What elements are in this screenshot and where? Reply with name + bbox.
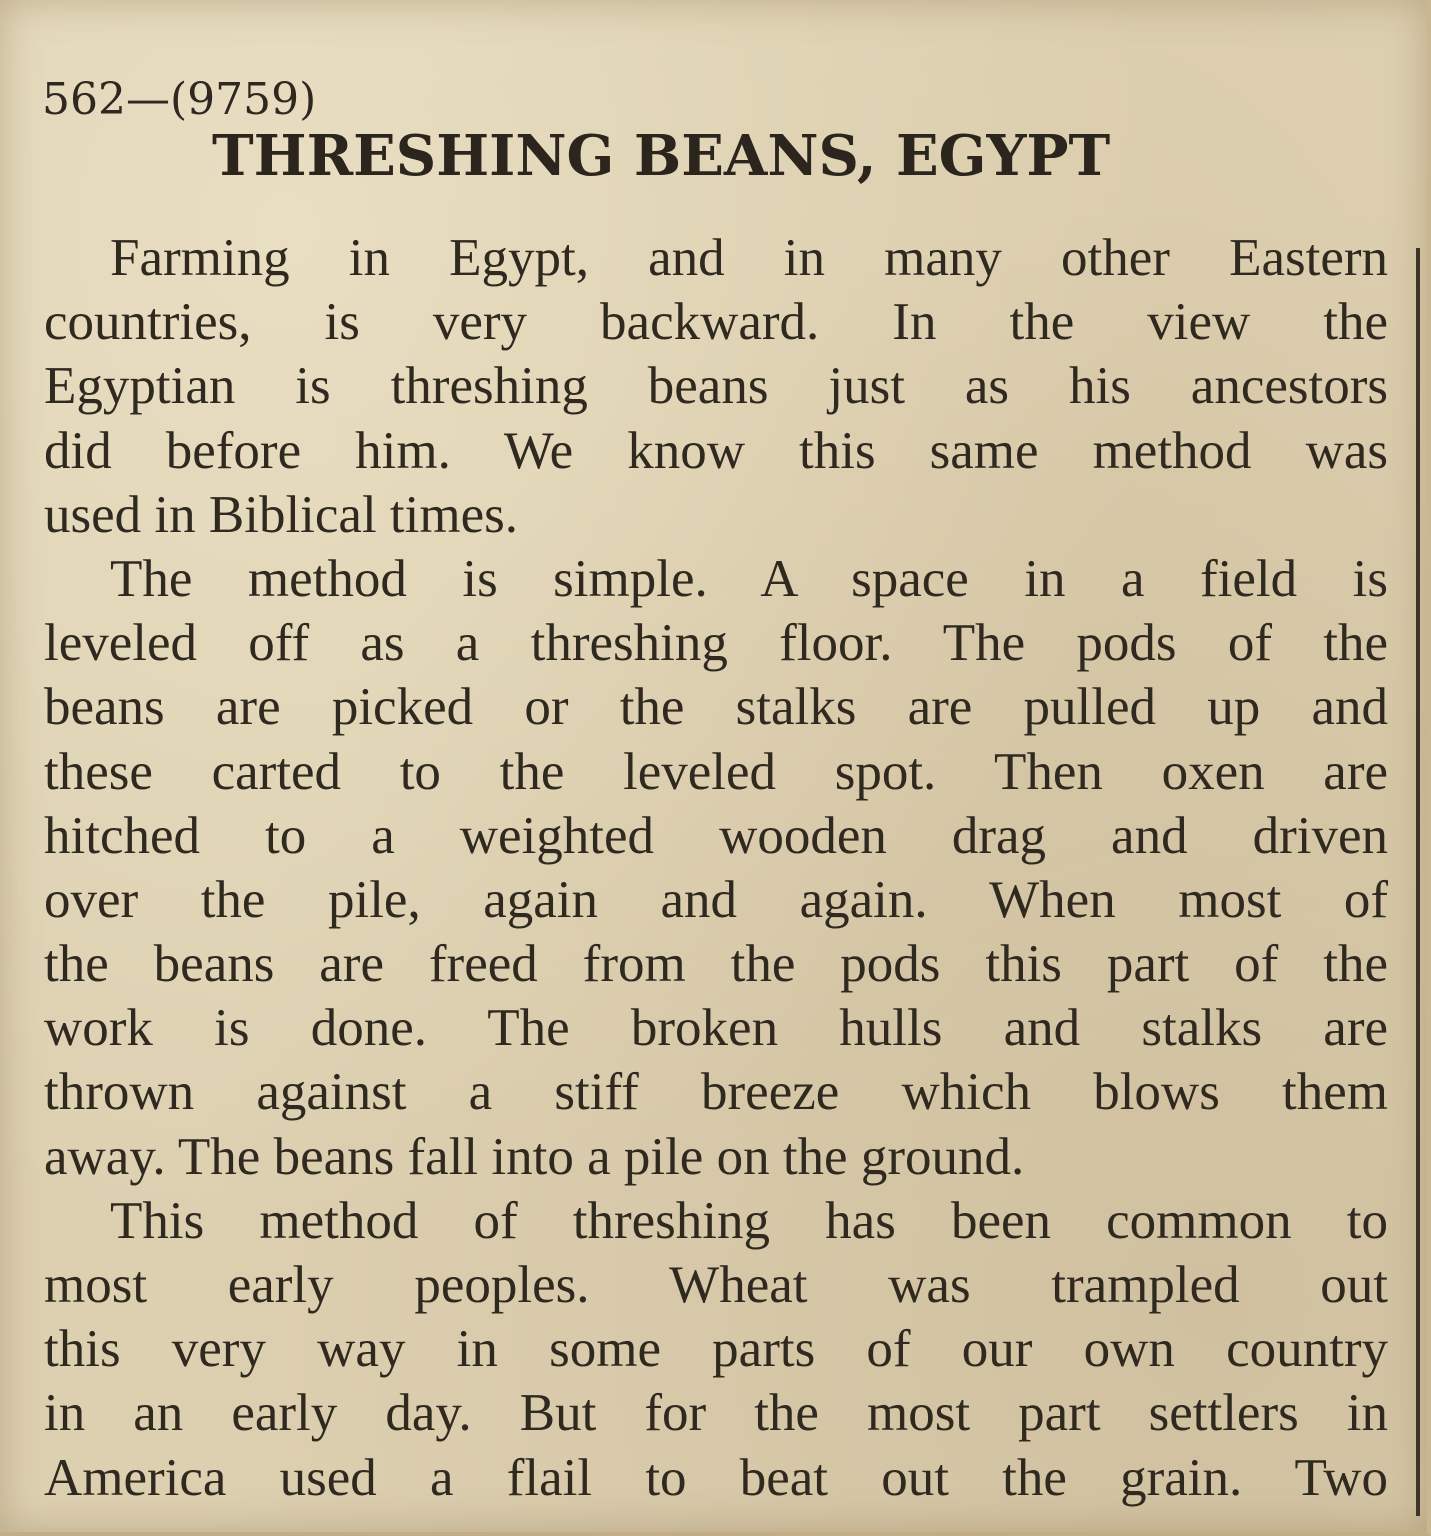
body-line: Egyptian is threshing beans just as his ancestors [44,357,1388,416]
body-line: America used a flail to beat out the grain. Two [44,1448,1388,1507]
body-line: the beans are freed from the pods this part of the [44,935,1388,994]
body-line: over the pile, again and again. When most of [44,870,1388,929]
body-line: leveled off as a threshing floor. The pods of the [44,614,1388,673]
body-line: did before him. We know this same method was [44,421,1388,480]
body-line: used in Biblical times. [44,485,518,544]
body-line: The method is simple. A space in a field is [110,549,1388,608]
card-number: 562—(9759) [42,74,317,125]
body-line: Farming in Egypt, and in many other Eastern [110,229,1388,287]
body-line: This method of threshing has been common to [110,1191,1388,1250]
card-body [44,226,1388,1510]
body-line: beans are picked or the stalks are pulled up and [44,678,1388,737]
body-line: in an early day. But for the most part settlers in [44,1384,1388,1443]
right-edge-rule [1416,248,1420,1516]
body-line: countries, is very backward. In the view the [44,293,1388,352]
body-line: most early peoples. Wheat was trampled out [44,1256,1388,1314]
card-title-text: THRESHING BEANS, EGYPT [212,123,1111,189]
body-line: this very way in some parts of our own country [44,1320,1388,1379]
body-line: away. The beans fall into a pile on the ground. [44,1127,1025,1186]
body-line: these carted to the leveled spot. Then oxen are [44,742,1388,801]
body-line: work is done. The broken hulls and stalks are [44,999,1388,1058]
body-line: thrown against a stiff breeze which blows them [44,1063,1388,1122]
body-line: hitched to a weighted wooden drag and driven [44,806,1388,865]
